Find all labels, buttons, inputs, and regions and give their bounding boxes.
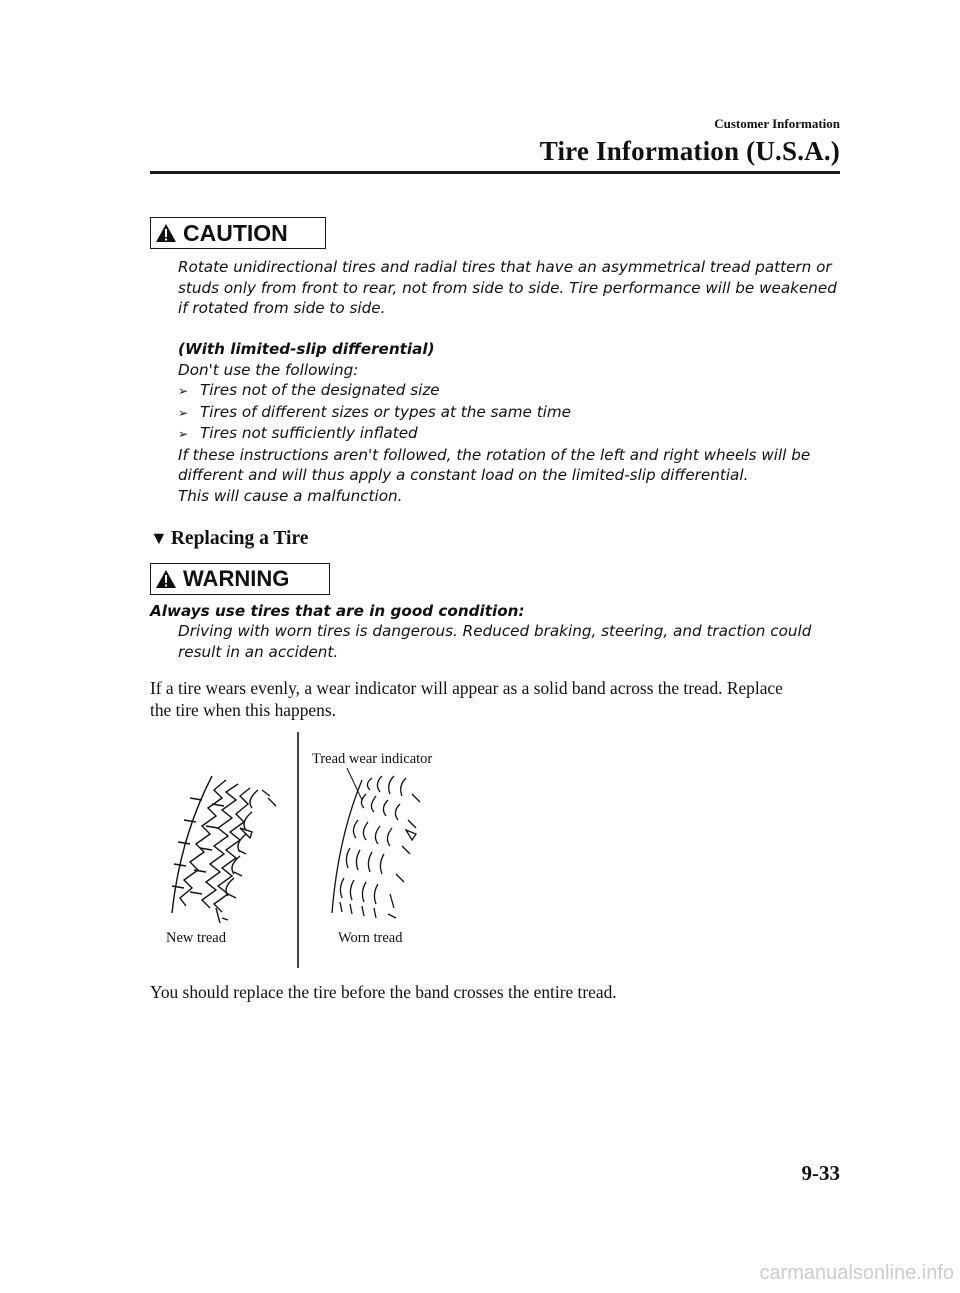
warning-triangle-icon [155, 223, 177, 243]
caution-badge [150, 217, 326, 249]
body-paragraph: If a tire wears evenly, a wear indicator will appear as a solid band across the tread. Replace the tire when this happens. [150, 678, 783, 720]
caution-list-block [178, 339, 838, 506]
list-item: ➢ Tires of different sizes or types at the same time [178, 402, 838, 424]
section-heading: ▼ Replacing a Tire [150, 528, 309, 549]
new-tread-image [172, 776, 276, 923]
warning-text: Driving with worn tires is dangerous. Reduced braking, steering, and traction could result in an accident. [178, 622, 812, 661]
arrow-bullet-icon: ➢ [178, 384, 189, 398]
caution-intro: Don't use the following: [178, 360, 359, 379]
warning-lead: Always use tires that are in good condition: [150, 602, 525, 620]
page-title: Tire Information (U.S.A.) [539, 136, 840, 166]
list-item: ➢ Tires not sufficiently inflated [178, 423, 838, 445]
worn-tread-image [332, 768, 420, 918]
warning-triangle-icon [155, 569, 177, 589]
page-number: 9-33 [801, 1161, 840, 1185]
new-tread-label: New tread [166, 930, 226, 946]
caution-condition: (With limited-slip differential) [178, 340, 435, 358]
closing-paragraph: You should replace the tire before the band crosses the entire tread. [150, 982, 617, 1002]
arrow-bullet-icon: ➢ [178, 405, 189, 420]
caution-paragraph: Rotate unidirectional tires and radial tires that have an asymmetrical tread pattern or studs only from front to rear, not from side to side. Tire performance will be weakened if rotated from side to side. [178, 258, 837, 317]
watermark: carmanualsonline.info [759, 1262, 954, 1284]
header-divider [150, 171, 840, 174]
triangle-bullet-icon: ▼ [150, 528, 168, 548]
section-header: Customer Information [714, 116, 840, 131]
arrow-bullet-icon: ➢ [178, 427, 189, 441]
warning-badge [150, 563, 330, 595]
warning-label: WARNING [183, 566, 290, 591]
caution-result: This will cause a malfunction. [178, 486, 403, 505]
list-item: ➢ Tires not of the designated size [178, 380, 838, 402]
worn-tread-label: Worn tread [338, 930, 403, 946]
indicator-label: Tread wear indicator [312, 751, 433, 767]
caution-label: CAUTION [183, 219, 288, 246]
caution-consequence: If these instructions aren't followed, the rotation of the left and right wheels will be different and will thus apply a constant load on the limited-slip differential. [178, 445, 811, 484]
